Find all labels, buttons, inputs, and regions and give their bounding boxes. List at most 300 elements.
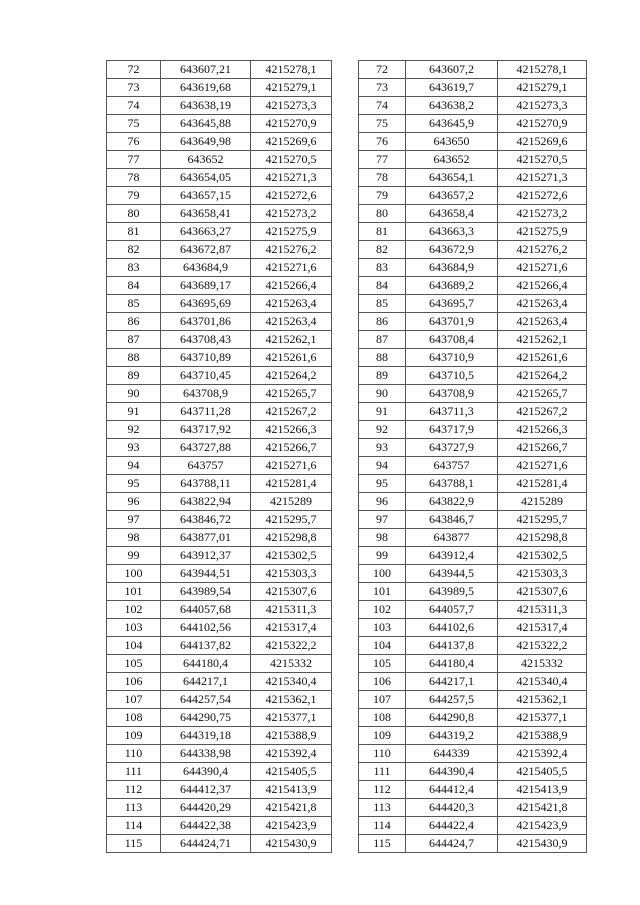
x-coordinate-cell: 643757 [406, 457, 498, 475]
table-row [107, 259, 332, 277]
x-coordinate-cell: 644257,5 [406, 691, 498, 709]
table-row [107, 511, 332, 529]
point-number-cell: 115 [107, 835, 161, 853]
y-coordinate-cell: 4215278,1 [498, 61, 587, 79]
x-coordinate-cell: 643708,4 [406, 331, 498, 349]
x-coordinate-cell: 644390,4 [406, 763, 498, 781]
x-coordinate-cell: 643757 [161, 457, 251, 475]
x-coordinate-cell: 643619,7 [406, 79, 498, 97]
y-coordinate-cell: 4215298,8 [498, 529, 587, 547]
table-row [107, 115, 332, 133]
y-coordinate-cell: 4215271,6 [251, 457, 332, 475]
x-coordinate-cell: 643689,2 [406, 277, 498, 295]
point-number-cell: 79 [359, 187, 406, 205]
y-coordinate-cell: 4215311,3 [251, 601, 332, 619]
point-number-cell: 79 [107, 187, 161, 205]
table-row [359, 295, 587, 313]
point-number-cell: 87 [359, 331, 406, 349]
table-row [107, 547, 332, 565]
point-number-cell: 110 [107, 745, 161, 763]
table-row [359, 565, 587, 583]
point-number-cell: 84 [359, 277, 406, 295]
table-row [359, 403, 587, 421]
y-coordinate-cell: 4215303,3 [498, 565, 587, 583]
table-row [359, 601, 587, 619]
y-coordinate-cell: 4215405,5 [251, 763, 332, 781]
x-coordinate-cell: 643649,98 [161, 133, 251, 151]
x-coordinate-cell: 643638,19 [161, 97, 251, 115]
table-row [359, 709, 587, 727]
x-coordinate-cell: 644217,1 [161, 673, 251, 691]
point-number-cell: 77 [359, 151, 406, 169]
y-coordinate-cell: 4215265,7 [251, 385, 332, 403]
point-number-cell: 112 [107, 781, 161, 799]
table-row [107, 457, 332, 475]
x-coordinate-cell: 643657,15 [161, 187, 251, 205]
point-number-cell: 99 [359, 547, 406, 565]
x-coordinate-cell: 643877 [406, 529, 498, 547]
y-coordinate-cell: 4215392,4 [251, 745, 332, 763]
point-number-cell: 76 [359, 133, 406, 151]
point-number-cell: 81 [359, 223, 406, 241]
table-row [107, 313, 332, 331]
table-row [107, 169, 332, 187]
y-coordinate-cell: 4215265,7 [498, 385, 587, 403]
x-coordinate-cell: 644339 [406, 745, 498, 763]
y-coordinate-cell: 4215266,3 [498, 421, 587, 439]
point-number-cell: 95 [107, 475, 161, 493]
table-row [107, 835, 332, 853]
point-number-cell: 88 [359, 349, 406, 367]
point-number-cell: 106 [359, 673, 406, 691]
x-coordinate-cell: 644257,54 [161, 691, 251, 709]
x-coordinate-cell: 643638,2 [406, 97, 498, 115]
table-row [107, 421, 332, 439]
x-coordinate-cell: 644180,4 [161, 655, 251, 673]
point-number-cell: 96 [107, 493, 161, 511]
y-coordinate-cell: 4215362,1 [498, 691, 587, 709]
point-number-cell: 97 [107, 511, 161, 529]
y-coordinate-cell: 4215281,4 [498, 475, 587, 493]
point-number-cell: 75 [359, 115, 406, 133]
y-coordinate-cell: 4215430,9 [498, 835, 587, 853]
point-number-cell: 74 [107, 97, 161, 115]
x-coordinate-cell: 644319,18 [161, 727, 251, 745]
x-coordinate-cell: 643822,94 [161, 493, 251, 511]
point-number-cell: 107 [359, 691, 406, 709]
table-row [359, 223, 587, 241]
table-row [359, 331, 587, 349]
x-coordinate-cell: 644338,98 [161, 745, 251, 763]
y-coordinate-cell: 4215413,9 [498, 781, 587, 799]
x-coordinate-cell: 644290,8 [406, 709, 498, 727]
point-number-cell: 92 [359, 421, 406, 439]
y-coordinate-cell: 4215266,7 [251, 439, 332, 457]
y-coordinate-cell: 4215279,1 [498, 79, 587, 97]
point-number-cell: 100 [359, 565, 406, 583]
table-row [359, 241, 587, 259]
y-coordinate-cell: 4215271,6 [498, 259, 587, 277]
y-coordinate-cell: 4215302,5 [251, 547, 332, 565]
x-coordinate-cell: 643650 [406, 133, 498, 151]
x-coordinate-cell: 644137,8 [406, 637, 498, 655]
point-number-cell: 93 [359, 439, 406, 457]
point-number-cell: 104 [359, 637, 406, 655]
y-coordinate-cell: 4215322,2 [498, 637, 587, 655]
table-row [107, 763, 332, 781]
x-coordinate-cell: 644180,4 [406, 655, 498, 673]
point-number-cell: 93 [107, 439, 161, 457]
y-coordinate-cell: 4215332 [251, 655, 332, 673]
y-coordinate-cell: 4215262,1 [251, 331, 332, 349]
table-row [359, 259, 587, 277]
table-row [107, 97, 332, 115]
x-coordinate-cell: 643607,21 [161, 61, 251, 79]
y-coordinate-cell: 4215423,9 [498, 817, 587, 835]
x-coordinate-cell: 643717,9 [406, 421, 498, 439]
y-coordinate-cell: 4215273,3 [498, 97, 587, 115]
table-row [359, 385, 587, 403]
point-number-cell: 94 [107, 457, 161, 475]
x-coordinate-cell: 643727,9 [406, 439, 498, 457]
table-row [107, 583, 332, 601]
y-coordinate-cell: 4215295,7 [251, 511, 332, 529]
table-row [359, 79, 587, 97]
y-coordinate-cell: 4215279,1 [251, 79, 332, 97]
point-number-cell: 109 [359, 727, 406, 745]
y-coordinate-cell: 4215269,6 [251, 133, 332, 151]
point-number-cell: 102 [359, 601, 406, 619]
x-coordinate-cell: 643658,41 [161, 205, 251, 223]
table-row [107, 295, 332, 313]
table-row [107, 745, 332, 763]
point-number-cell: 105 [107, 655, 161, 673]
x-coordinate-cell: 643944,5 [406, 565, 498, 583]
x-coordinate-cell: 644290,75 [161, 709, 251, 727]
point-number-cell: 75 [107, 115, 161, 133]
table-row [107, 367, 332, 385]
x-coordinate-cell: 643708,9 [161, 385, 251, 403]
y-coordinate-cell: 4215270,9 [251, 115, 332, 133]
table-row [107, 709, 332, 727]
x-coordinate-cell: 644102,6 [406, 619, 498, 637]
table-row [359, 583, 587, 601]
table-row [107, 187, 332, 205]
y-coordinate-cell: 4215271,3 [251, 169, 332, 187]
y-coordinate-cell: 4215266,7 [498, 439, 587, 457]
x-coordinate-cell: 644102,56 [161, 619, 251, 637]
x-coordinate-cell: 644217,1 [406, 673, 498, 691]
y-coordinate-cell: 4215263,4 [498, 295, 587, 313]
x-coordinate-cell: 644412,4 [406, 781, 498, 799]
point-number-cell: 96 [359, 493, 406, 511]
point-number-cell: 73 [107, 79, 161, 97]
x-coordinate-cell: 643944,51 [161, 565, 251, 583]
x-coordinate-cell: 644137,82 [161, 637, 251, 655]
table-row [107, 79, 332, 97]
y-coordinate-cell: 4215271,6 [498, 457, 587, 475]
point-number-cell: 112 [359, 781, 406, 799]
table-body-right [359, 61, 587, 853]
y-coordinate-cell: 4215273,2 [498, 205, 587, 223]
table-row [359, 727, 587, 745]
x-coordinate-cell: 643912,4 [406, 547, 498, 565]
y-coordinate-cell: 4215421,8 [498, 799, 587, 817]
point-number-cell: 111 [107, 763, 161, 781]
x-coordinate-cell: 643989,54 [161, 583, 251, 601]
x-coordinate-cell: 644412,37 [161, 781, 251, 799]
table-row [107, 529, 332, 547]
x-coordinate-cell: 644390,4 [161, 763, 251, 781]
point-number-cell: 111 [359, 763, 406, 781]
y-coordinate-cell: 4215388,9 [498, 727, 587, 745]
table-row [107, 331, 332, 349]
y-coordinate-cell: 4215302,5 [498, 547, 587, 565]
y-coordinate-cell: 4215271,3 [498, 169, 587, 187]
y-coordinate-cell: 4215272,6 [498, 187, 587, 205]
x-coordinate-cell: 643788,1 [406, 475, 498, 493]
table-row [359, 637, 587, 655]
y-coordinate-cell: 4215270,5 [498, 151, 587, 169]
table-row [107, 817, 332, 835]
table-row [107, 403, 332, 421]
y-coordinate-cell: 4215262,1 [498, 331, 587, 349]
x-coordinate-cell: 643710,89 [161, 349, 251, 367]
table-row [107, 475, 332, 493]
x-coordinate-cell: 644319,2 [406, 727, 498, 745]
table-row [359, 439, 587, 457]
table-row [359, 475, 587, 493]
point-number-cell: 91 [107, 403, 161, 421]
point-number-cell: 92 [107, 421, 161, 439]
y-coordinate-cell: 4215273,3 [251, 97, 332, 115]
x-coordinate-cell: 643684,9 [406, 259, 498, 277]
table-row [107, 691, 332, 709]
table-row [359, 367, 587, 385]
y-coordinate-cell: 4215430,9 [251, 835, 332, 853]
y-coordinate-cell: 4215276,2 [251, 241, 332, 259]
x-coordinate-cell: 643684,9 [161, 259, 251, 277]
x-coordinate-cell: 644422,38 [161, 817, 251, 835]
y-coordinate-cell: 4215261,6 [498, 349, 587, 367]
table-row [359, 493, 587, 511]
point-number-cell: 83 [359, 259, 406, 277]
x-coordinate-cell: 643695,7 [406, 295, 498, 313]
x-coordinate-cell: 644424,71 [161, 835, 251, 853]
y-coordinate-cell: 4215303,3 [251, 565, 332, 583]
y-coordinate-cell: 4215263,4 [251, 313, 332, 331]
y-coordinate-cell: 4215317,4 [498, 619, 587, 637]
point-number-cell: 87 [107, 331, 161, 349]
y-coordinate-cell: 4215332 [498, 655, 587, 673]
x-coordinate-cell: 643708,43 [161, 331, 251, 349]
point-number-cell: 90 [359, 385, 406, 403]
x-coordinate-cell: 643989,5 [406, 583, 498, 601]
point-number-cell: 107 [107, 691, 161, 709]
point-number-cell: 89 [359, 367, 406, 385]
x-coordinate-cell: 644422,4 [406, 817, 498, 835]
y-coordinate-cell: 4215263,4 [251, 295, 332, 313]
y-coordinate-cell: 4215392,4 [498, 745, 587, 763]
y-coordinate-cell: 4215276,2 [498, 241, 587, 259]
y-coordinate-cell: 4215261,6 [251, 349, 332, 367]
table-row [359, 457, 587, 475]
point-number-cell: 89 [107, 367, 161, 385]
x-coordinate-cell: 643846,7 [406, 511, 498, 529]
table-row [359, 133, 587, 151]
point-number-cell: 82 [359, 241, 406, 259]
point-number-cell: 97 [359, 511, 406, 529]
point-number-cell: 80 [359, 205, 406, 223]
table-row [107, 781, 332, 799]
point-number-cell: 91 [359, 403, 406, 421]
table-row [359, 655, 587, 673]
point-number-cell: 76 [107, 133, 161, 151]
point-number-cell: 103 [107, 619, 161, 637]
table-row [107, 673, 332, 691]
table-row [107, 205, 332, 223]
point-number-cell: 106 [107, 673, 161, 691]
y-coordinate-cell: 4215388,9 [251, 727, 332, 745]
y-coordinate-cell: 4215266,4 [498, 277, 587, 295]
point-number-cell: 78 [107, 169, 161, 187]
y-coordinate-cell: 4215273,2 [251, 205, 332, 223]
x-coordinate-cell: 643645,9 [406, 115, 498, 133]
y-coordinate-cell: 4215264,2 [498, 367, 587, 385]
y-coordinate-cell: 4215307,6 [251, 583, 332, 601]
table-row [107, 619, 332, 637]
table-row [359, 421, 587, 439]
point-number-cell: 85 [359, 295, 406, 313]
table-row [107, 241, 332, 259]
table-row [359, 511, 587, 529]
x-coordinate-cell: 643708,9 [406, 385, 498, 403]
y-coordinate-cell: 4215269,6 [498, 133, 587, 151]
x-coordinate-cell: 643652 [406, 151, 498, 169]
point-number-cell: 115 [359, 835, 406, 853]
x-coordinate-cell: 643654,1 [406, 169, 498, 187]
table-row [359, 835, 587, 853]
table-row [359, 205, 587, 223]
table-row [107, 799, 332, 817]
table-row [107, 385, 332, 403]
table-row [107, 727, 332, 745]
point-number-cell: 113 [107, 799, 161, 817]
point-number-cell: 98 [359, 529, 406, 547]
point-number-cell: 105 [359, 655, 406, 673]
x-coordinate-cell: 643877,01 [161, 529, 251, 547]
y-coordinate-cell: 4215278,1 [251, 61, 332, 79]
x-coordinate-cell: 643788,11 [161, 475, 251, 493]
y-coordinate-cell: 4215270,5 [251, 151, 332, 169]
point-number-cell: 101 [359, 583, 406, 601]
table-row [359, 151, 587, 169]
table-row [107, 133, 332, 151]
x-coordinate-cell: 643710,45 [161, 367, 251, 385]
x-coordinate-cell: 643658,4 [406, 205, 498, 223]
x-coordinate-cell: 643689,17 [161, 277, 251, 295]
y-coordinate-cell: 4215272,6 [251, 187, 332, 205]
point-number-cell: 86 [359, 313, 406, 331]
x-coordinate-cell: 643619,68 [161, 79, 251, 97]
point-number-cell: 103 [359, 619, 406, 637]
point-number-cell: 108 [359, 709, 406, 727]
y-coordinate-cell: 4215423,9 [251, 817, 332, 835]
point-number-cell: 98 [107, 529, 161, 547]
x-coordinate-cell: 643663,3 [406, 223, 498, 241]
table-row [107, 61, 332, 79]
x-coordinate-cell: 643727,88 [161, 439, 251, 457]
y-coordinate-cell: 4215405,5 [498, 763, 587, 781]
y-coordinate-cell: 4215289 [251, 493, 332, 511]
x-coordinate-cell: 644057,7 [406, 601, 498, 619]
point-number-cell: 72 [359, 61, 406, 79]
x-coordinate-cell: 643822,9 [406, 493, 498, 511]
y-coordinate-cell: 4215263,4 [498, 313, 587, 331]
table-row [359, 187, 587, 205]
table-row [107, 493, 332, 511]
y-coordinate-cell: 4215311,3 [498, 601, 587, 619]
y-coordinate-cell: 4215340,4 [251, 673, 332, 691]
x-coordinate-cell: 643710,9 [406, 349, 498, 367]
x-coordinate-cell: 643912,37 [161, 547, 251, 565]
y-coordinate-cell: 4215421,8 [251, 799, 332, 817]
y-coordinate-cell: 4215289 [498, 493, 587, 511]
point-number-cell: 84 [107, 277, 161, 295]
y-coordinate-cell: 4215270,9 [498, 115, 587, 133]
point-number-cell: 81 [107, 223, 161, 241]
y-coordinate-cell: 4215295,7 [498, 511, 587, 529]
table-row [359, 799, 587, 817]
y-coordinate-cell: 4215275,9 [498, 223, 587, 241]
y-coordinate-cell: 4215266,3 [251, 421, 332, 439]
table-row [359, 169, 587, 187]
x-coordinate-cell: 643711,28 [161, 403, 251, 421]
point-number-cell: 74 [359, 97, 406, 115]
table-row [359, 781, 587, 799]
table-row [107, 277, 332, 295]
point-number-cell: 114 [359, 817, 406, 835]
x-coordinate-cell: 643663,27 [161, 223, 251, 241]
point-number-cell: 82 [107, 241, 161, 259]
x-coordinate-cell: 643717,92 [161, 421, 251, 439]
x-coordinate-cell: 643695,69 [161, 295, 251, 313]
table-row [359, 745, 587, 763]
table-row [359, 313, 587, 331]
table-row [107, 439, 332, 457]
table-row [359, 349, 587, 367]
point-number-cell: 90 [107, 385, 161, 403]
y-coordinate-cell: 4215377,1 [251, 709, 332, 727]
x-coordinate-cell: 644420,29 [161, 799, 251, 817]
y-coordinate-cell: 4215264,2 [251, 367, 332, 385]
x-coordinate-cell: 644420,3 [406, 799, 498, 817]
y-coordinate-cell: 4215266,4 [251, 277, 332, 295]
table-row [107, 655, 332, 673]
x-coordinate-cell: 643645,88 [161, 115, 251, 133]
x-coordinate-cell: 643672,87 [161, 241, 251, 259]
point-number-cell: 108 [107, 709, 161, 727]
point-number-cell: 113 [359, 799, 406, 817]
point-number-cell: 99 [107, 547, 161, 565]
table-row [359, 97, 587, 115]
y-coordinate-cell: 4215271,6 [251, 259, 332, 277]
y-coordinate-cell: 4215298,8 [251, 529, 332, 547]
table-row [107, 637, 332, 655]
y-coordinate-cell: 4215377,1 [498, 709, 587, 727]
y-coordinate-cell: 4215322,2 [251, 637, 332, 655]
point-number-cell: 78 [359, 169, 406, 187]
